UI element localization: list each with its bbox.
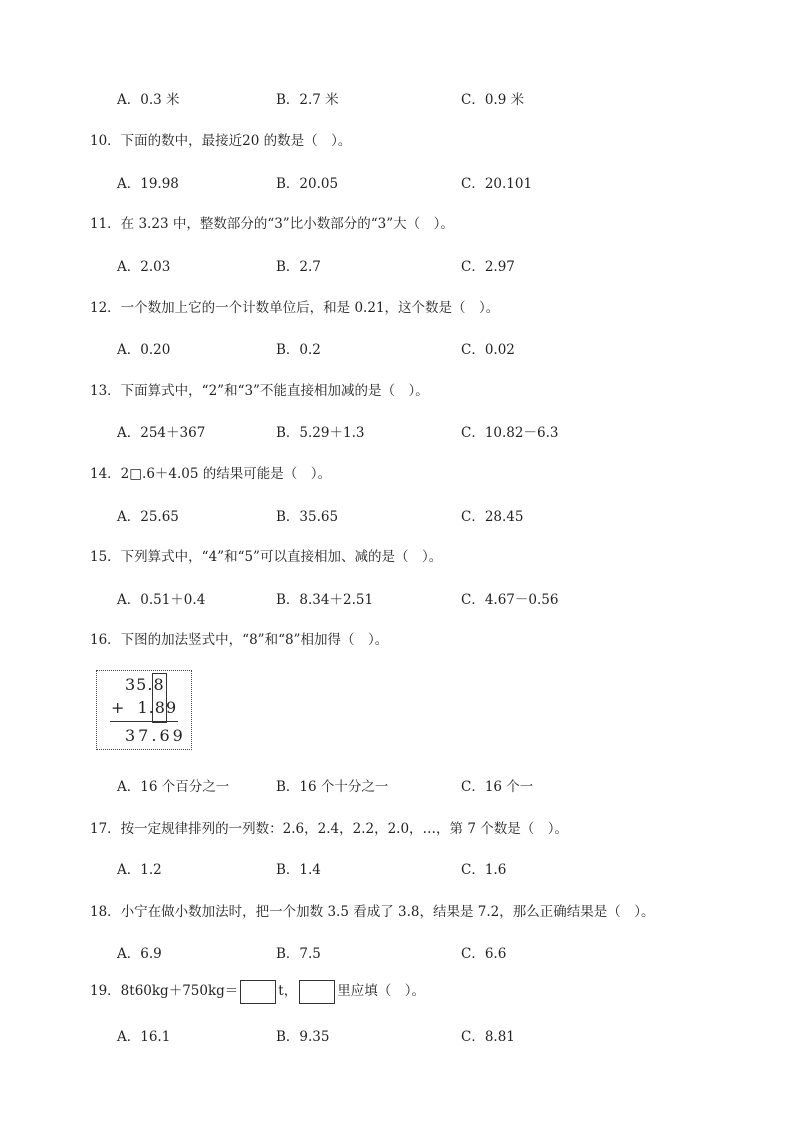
q10-option-c: C．20.101	[461, 176, 533, 192]
q16-option-b: B．16 个十分之一	[276, 779, 389, 795]
q18-option-b: B．7.5	[276, 946, 321, 962]
q16-option-a: A．16 个百分之一	[117, 779, 230, 795]
addend-1: 35.8	[125, 675, 165, 694]
sum-line	[110, 721, 178, 722]
q9-option-a: A．0.3 米	[117, 92, 180, 108]
q19-option-c: C．8.81	[461, 1029, 515, 1045]
q11-option-a: A．2.03	[117, 259, 171, 275]
q14-option-a: A．25.65	[117, 509, 179, 525]
q11-stem: 11．在 3.23 中，整数部分的“3”比小数部分的“3”大（ ）。	[90, 216, 454, 232]
q15-option-b: B．8.34＋2.51	[276, 592, 374, 608]
q13-option-a: A．254＋367	[117, 425, 206, 441]
q12-option-b: B．0.2	[276, 342, 321, 358]
q9-option-b: B．2.7 米	[276, 92, 339, 108]
addend-2: + 1.89	[111, 698, 178, 717]
q13-option-c: C．10.82－6.3	[461, 425, 559, 441]
q14-option-c: C．28.45	[461, 509, 524, 525]
answer-blank-1[interactable]	[240, 980, 276, 1004]
q17-option-c: C．1.6	[461, 862, 507, 878]
q12-option-a: A．0.20	[117, 342, 171, 358]
q11-option-b: B．2.7	[276, 259, 321, 275]
q15-stem: 15．下列算式中，“4”和“5”可以直接相加、减的是（ ）。	[90, 549, 443, 565]
q12-stem: 12．一个数加上它的一个计数单位后，和是 0.21，这个数是（ ）。	[90, 300, 500, 316]
q19-stem-part3: 里应填（ ）。	[337, 983, 425, 999]
answer-blank-2[interactable]	[299, 980, 335, 1004]
q14-option-b: B．35.65	[276, 509, 339, 525]
q17-option-a: A．1.2	[117, 862, 162, 878]
q18-option-c: C．6.6	[461, 946, 507, 962]
q19-option-b: B．9.35	[276, 1029, 330, 1045]
q17-option-b: B．1.4	[276, 862, 321, 878]
q10-stem: 10．下面的数中，最接近20 的数是（ ）。	[90, 133, 352, 149]
q16-stem: 16．下图的加法竖式中，“8”和“8”相加得（ ）。	[90, 632, 389, 648]
sum-result: 37.69	[125, 726, 186, 745]
q15-option-c: C．4.67－0.56	[461, 592, 559, 608]
q14-stem: 14．2□.6＋4.05 的结果可能是（ ）。	[90, 466, 332, 482]
q13-option-b: B．5.29＋1.3	[276, 425, 365, 441]
q9-option-c: C．0.9 米	[461, 92, 525, 108]
q10-option-b: B．20.05	[276, 176, 339, 192]
q17-stem: 17．按一定规律排列的一列数：2.6，2.4，2.2，2.0，…，第 7 个数是（ ）。	[90, 821, 568, 837]
q18-stem: 18．小宁在做小数加法时，把一个加数 3.5 看成了 3.8，结果是 7.2，那么正确结果是（ ）。	[90, 904, 655, 920]
q16-option-c: C．16 个一	[461, 779, 534, 795]
q10-option-a: A．19.98	[117, 176, 179, 192]
q18-option-a: A．6.9	[117, 946, 162, 962]
q11-option-c: C．2.97	[461, 259, 515, 275]
q15-option-a: A．0.51＋0.4	[117, 592, 206, 608]
q12-option-c: C．0.02	[461, 342, 515, 358]
highlight-box	[152, 673, 167, 723]
vertical-addition-figure	[96, 670, 192, 750]
q19-stem	[90, 979, 425, 1004]
q19-stem-part2: t，	[278, 983, 298, 999]
q19-option-a: A．16.1	[117, 1029, 171, 1045]
q13-stem: 13．下面算式中，“2”和“3”不能直接相加减的是（ ）。	[90, 383, 429, 399]
q19-stem-part1: 19．8t60kg＋750kg＝	[90, 983, 239, 999]
